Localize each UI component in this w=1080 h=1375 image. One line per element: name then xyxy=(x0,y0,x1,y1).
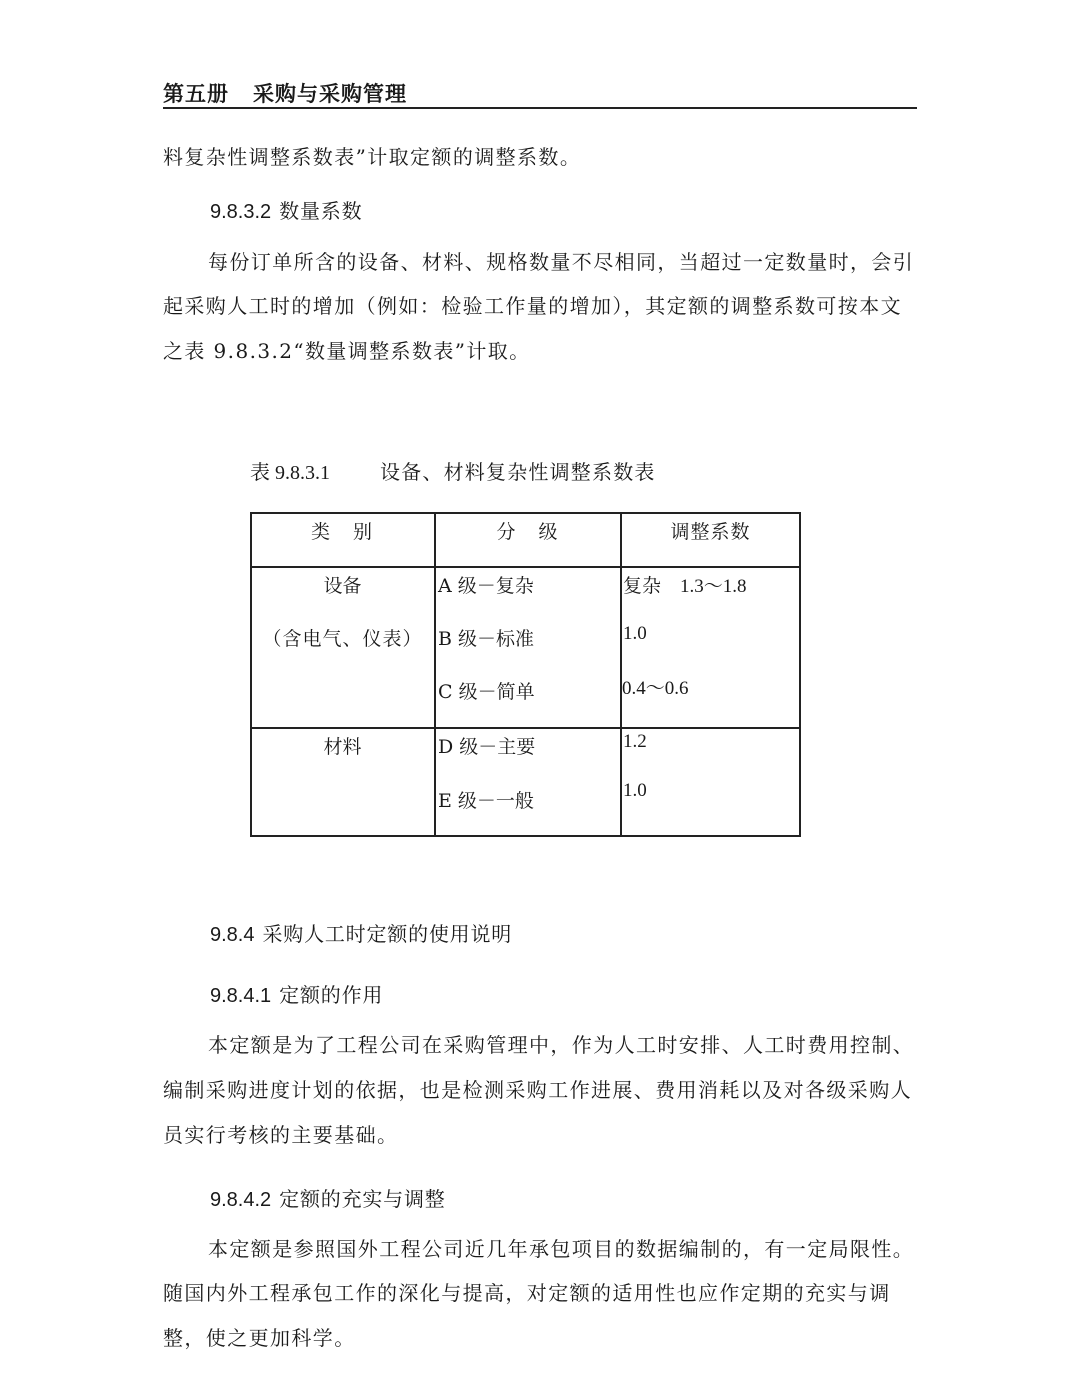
section-title: 采购人工时定额的使用说明 xyxy=(262,922,513,946)
section-heading-984 xyxy=(210,918,512,947)
section-title: 定额的作用 xyxy=(279,983,384,1007)
table-grade: C 级－简单 xyxy=(438,681,535,703)
table-header-category: 类 别 xyxy=(310,521,374,543)
paragraph-line: 员实行考核的主要基础。 xyxy=(163,1123,399,1147)
paragraph-line: 编制采购进度计划的依据，也是检测采购工作进展、费用消耗以及对各级采购人 xyxy=(163,1078,912,1102)
table-coefficient: 0.4～0.6 xyxy=(622,678,689,699)
section-heading-9832 xyxy=(210,195,362,224)
table-border xyxy=(250,512,801,514)
table-category: 设备 xyxy=(323,575,362,597)
section-heading-9842 xyxy=(210,1183,446,1212)
table-grade: E 级－一般 xyxy=(438,790,534,812)
table-border xyxy=(799,512,801,836)
paragraph-line: 整，使之更加科学。 xyxy=(163,1326,356,1350)
section-title: 定额的充实与调整 xyxy=(279,1187,446,1211)
table-border xyxy=(250,512,252,836)
table-coefficient: 复杂 1.3～1.8 xyxy=(623,576,747,597)
section-number: 9.8.4 xyxy=(210,924,255,946)
table-border xyxy=(250,727,801,729)
volume-title: 采购与采购管理 xyxy=(253,82,407,106)
table-category-note: （含电气、仪表） xyxy=(262,628,423,650)
section-number: 9.8.3.2 xyxy=(210,201,272,223)
paragraph-line: 之表 9.8.3.2“数量调整系数表”计取。 xyxy=(163,339,531,363)
paragraph-line: 随国内外工程承包工作的深化与提高，对定额的适用性也应作定期的充实与调 xyxy=(163,1281,891,1305)
section-number: 9.8.4.1 xyxy=(210,985,272,1007)
paragraph-line: 起采购人工时的增加（例如：检验工作量的增加），其定额的调整系数可按本文 xyxy=(163,294,902,318)
table-grade: B 级－标准 xyxy=(438,628,535,650)
section-number: 9.8.4.2 xyxy=(210,1189,272,1211)
paragraph-line: 每份订单所含的设备、材料、规格数量不尽相同，当超过一定数量时，会引 xyxy=(208,250,915,274)
table-grade: D 级－主要 xyxy=(438,736,536,758)
table-grade: A 级－复杂 xyxy=(438,575,534,597)
section-title: 数量系数 xyxy=(279,199,363,223)
table-category: 材料 xyxy=(323,736,362,758)
table-caption xyxy=(250,456,656,485)
table-border xyxy=(250,566,801,568)
paragraph-line: 料复杂性调整系数表”计取定额的调整系数。 xyxy=(163,145,582,169)
table-header-coefficient: 调整系数 xyxy=(670,521,751,543)
table-border xyxy=(250,835,801,837)
volume-label: 第五册 xyxy=(163,82,229,106)
page-header xyxy=(163,78,407,108)
table-header-grade: 分 级 xyxy=(496,521,560,543)
table-border xyxy=(434,512,436,836)
table-coefficient: 1.0 xyxy=(623,780,647,801)
table-coefficient: 1.2 xyxy=(623,731,647,752)
table-coefficient: 1.0 xyxy=(623,623,647,644)
header-rule xyxy=(163,107,917,109)
paragraph-line: 本定额是为了工程公司在采购管理中，作为人工时安排、人工时费用控制、 xyxy=(208,1033,915,1057)
section-heading-9841 xyxy=(210,979,383,1008)
table-caption-number: 表 9.8.3.1 xyxy=(250,462,330,484)
table-caption-title: 设备、材料复杂性调整系数表 xyxy=(380,460,656,484)
paragraph-line: 本定额是参照国外工程公司近几年承包项目的数据编制的，有一定局限性。 xyxy=(208,1237,915,1261)
